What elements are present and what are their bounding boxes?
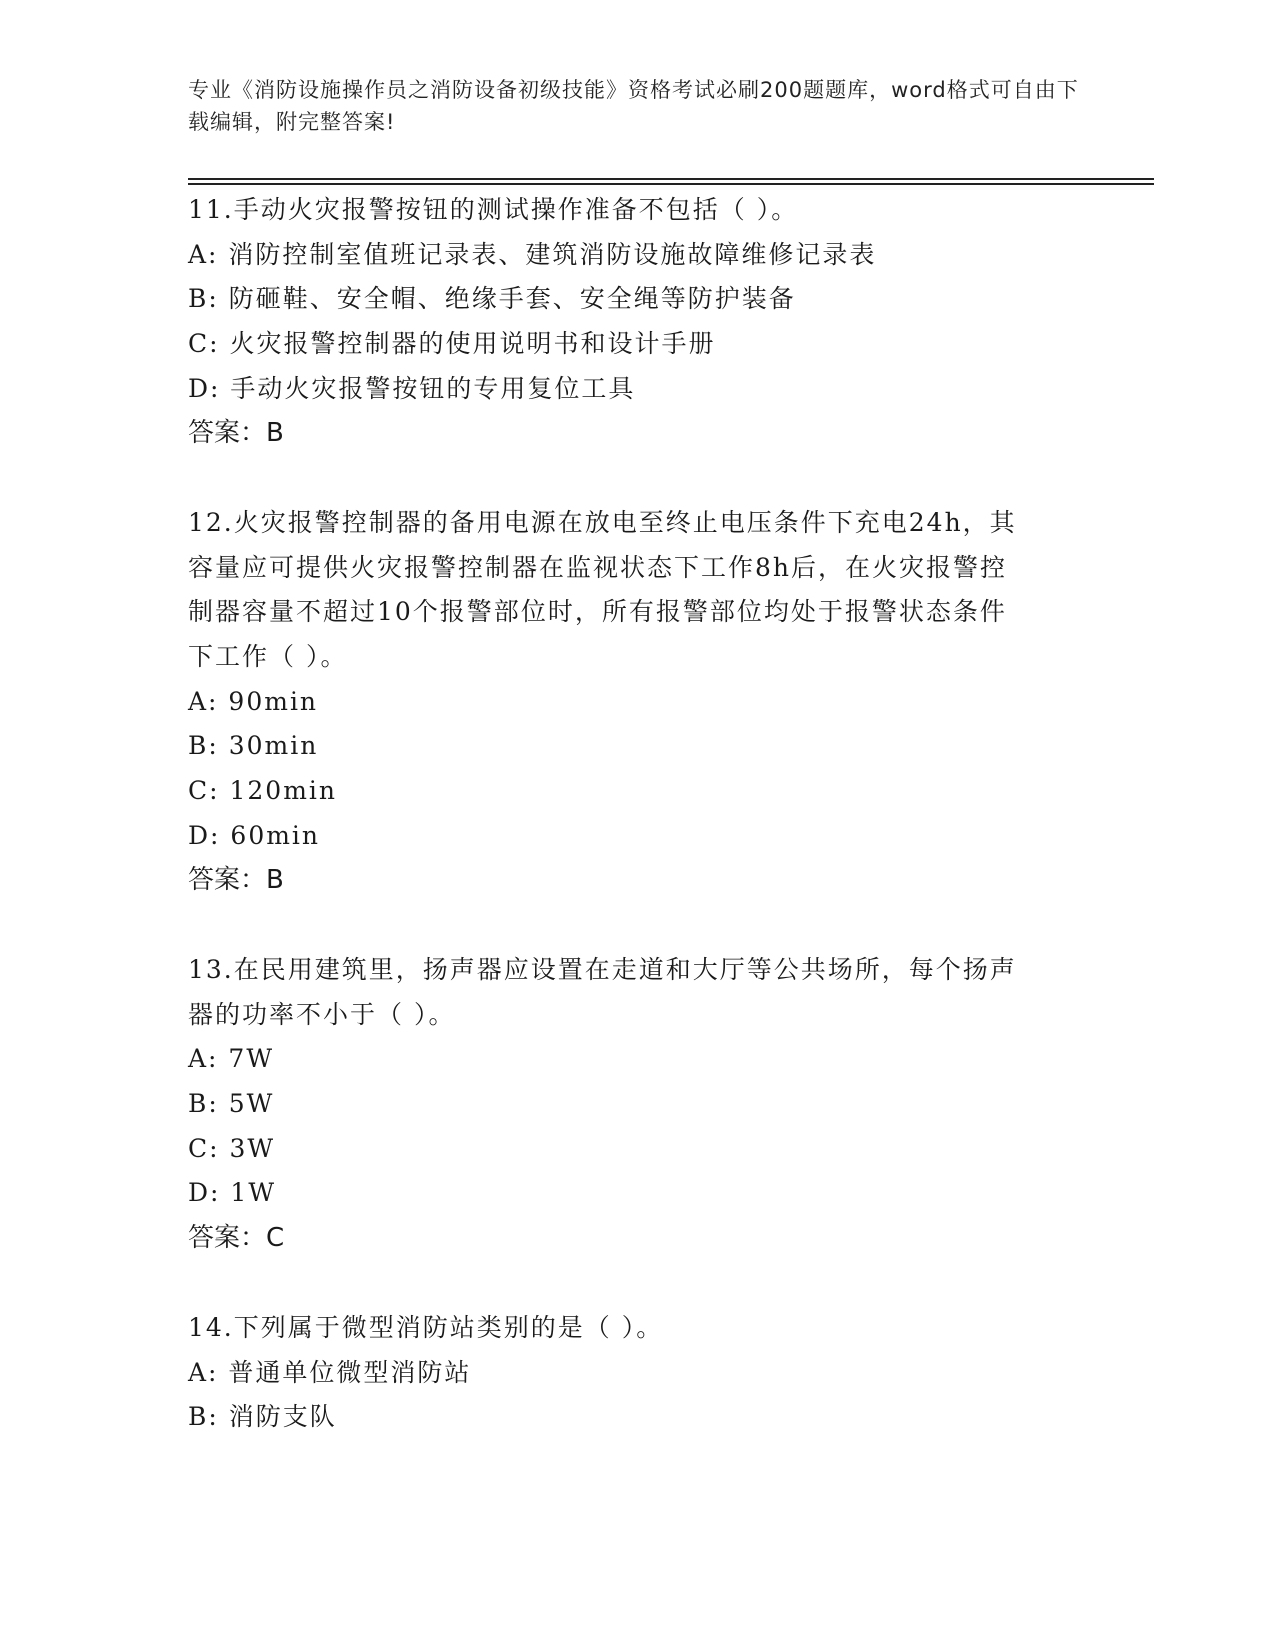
question-11-stem: 11.手动火灾报警按钮的测试操作准备不包括（ ）。	[188, 195, 799, 224]
header-divider-top	[188, 178, 1154, 180]
question-12-stem-line-1: 12.火灾报警控制器的备用电源在放电至终止电压条件下充电24h，其	[188, 508, 1017, 537]
question-12-option-d: D: 60min	[188, 821, 321, 850]
question-13-answer: 答案：C	[188, 1223, 285, 1253]
question-12-answer: 答案：B	[188, 865, 284, 895]
question-13-option-d: D: 1W	[188, 1178, 277, 1207]
question-11-option-d: D: 手动火灾报警按钮的专用复位工具	[188, 374, 636, 403]
question-14-option-a: A: 普通单位微型消防站	[188, 1358, 472, 1387]
question-11-option-b: B: 防砸鞋、安全帽、绝缘手套、安全绳等防护装备	[188, 284, 796, 313]
question-13-option-a: A: 7W	[188, 1044, 275, 1073]
question-14-stem: 14.下列属于微型消防站类别的是（ ）。	[188, 1313, 664, 1342]
question-13-stem-line-2: 器的功率不小于（ ）。	[188, 1000, 456, 1029]
question-13-stem-line-1: 13.在民用建筑里，扬声器应设置在走道和大厅等公共场所，每个扬声	[188, 955, 1017, 984]
question-13-option-c: C: 3W	[188, 1134, 276, 1163]
question-11-option-c: C: 火灾报警控制器的使用说明书和设计手册	[188, 329, 716, 358]
question-11-answer: 答案：B	[188, 418, 284, 448]
question-12-stem-line-4: 下工作（ ）。	[188, 642, 348, 671]
question-12-option-b: B: 30min	[188, 731, 319, 760]
question-12-stem-line-3: 制器容量不超过10个报警部位时，所有报警部位均处于报警状态条件	[188, 597, 1007, 626]
document-header: 专业《消防设施操作员之消防设备初级技能》资格考试必刷200题题库，word格式可自由下载编辑，附完整答案!	[188, 78, 1079, 134]
header-divider-bottom	[188, 183, 1154, 185]
question-13-option-b: B: 5W	[188, 1089, 275, 1118]
question-11-option-a: A: 消防控制室值班记录表、建筑消防设施故障维修记录表	[188, 240, 877, 269]
question-12-option-a: A: 90min	[188, 687, 319, 716]
question-12-option-c: C: 120min	[188, 776, 338, 805]
question-14-option-b: B: 消防支队	[188, 1402, 337, 1431]
question-12-stem-line-2: 容量应可提供火灾报警控制器在监视状态下工作8h后，在火灾报警控	[188, 553, 1008, 582]
